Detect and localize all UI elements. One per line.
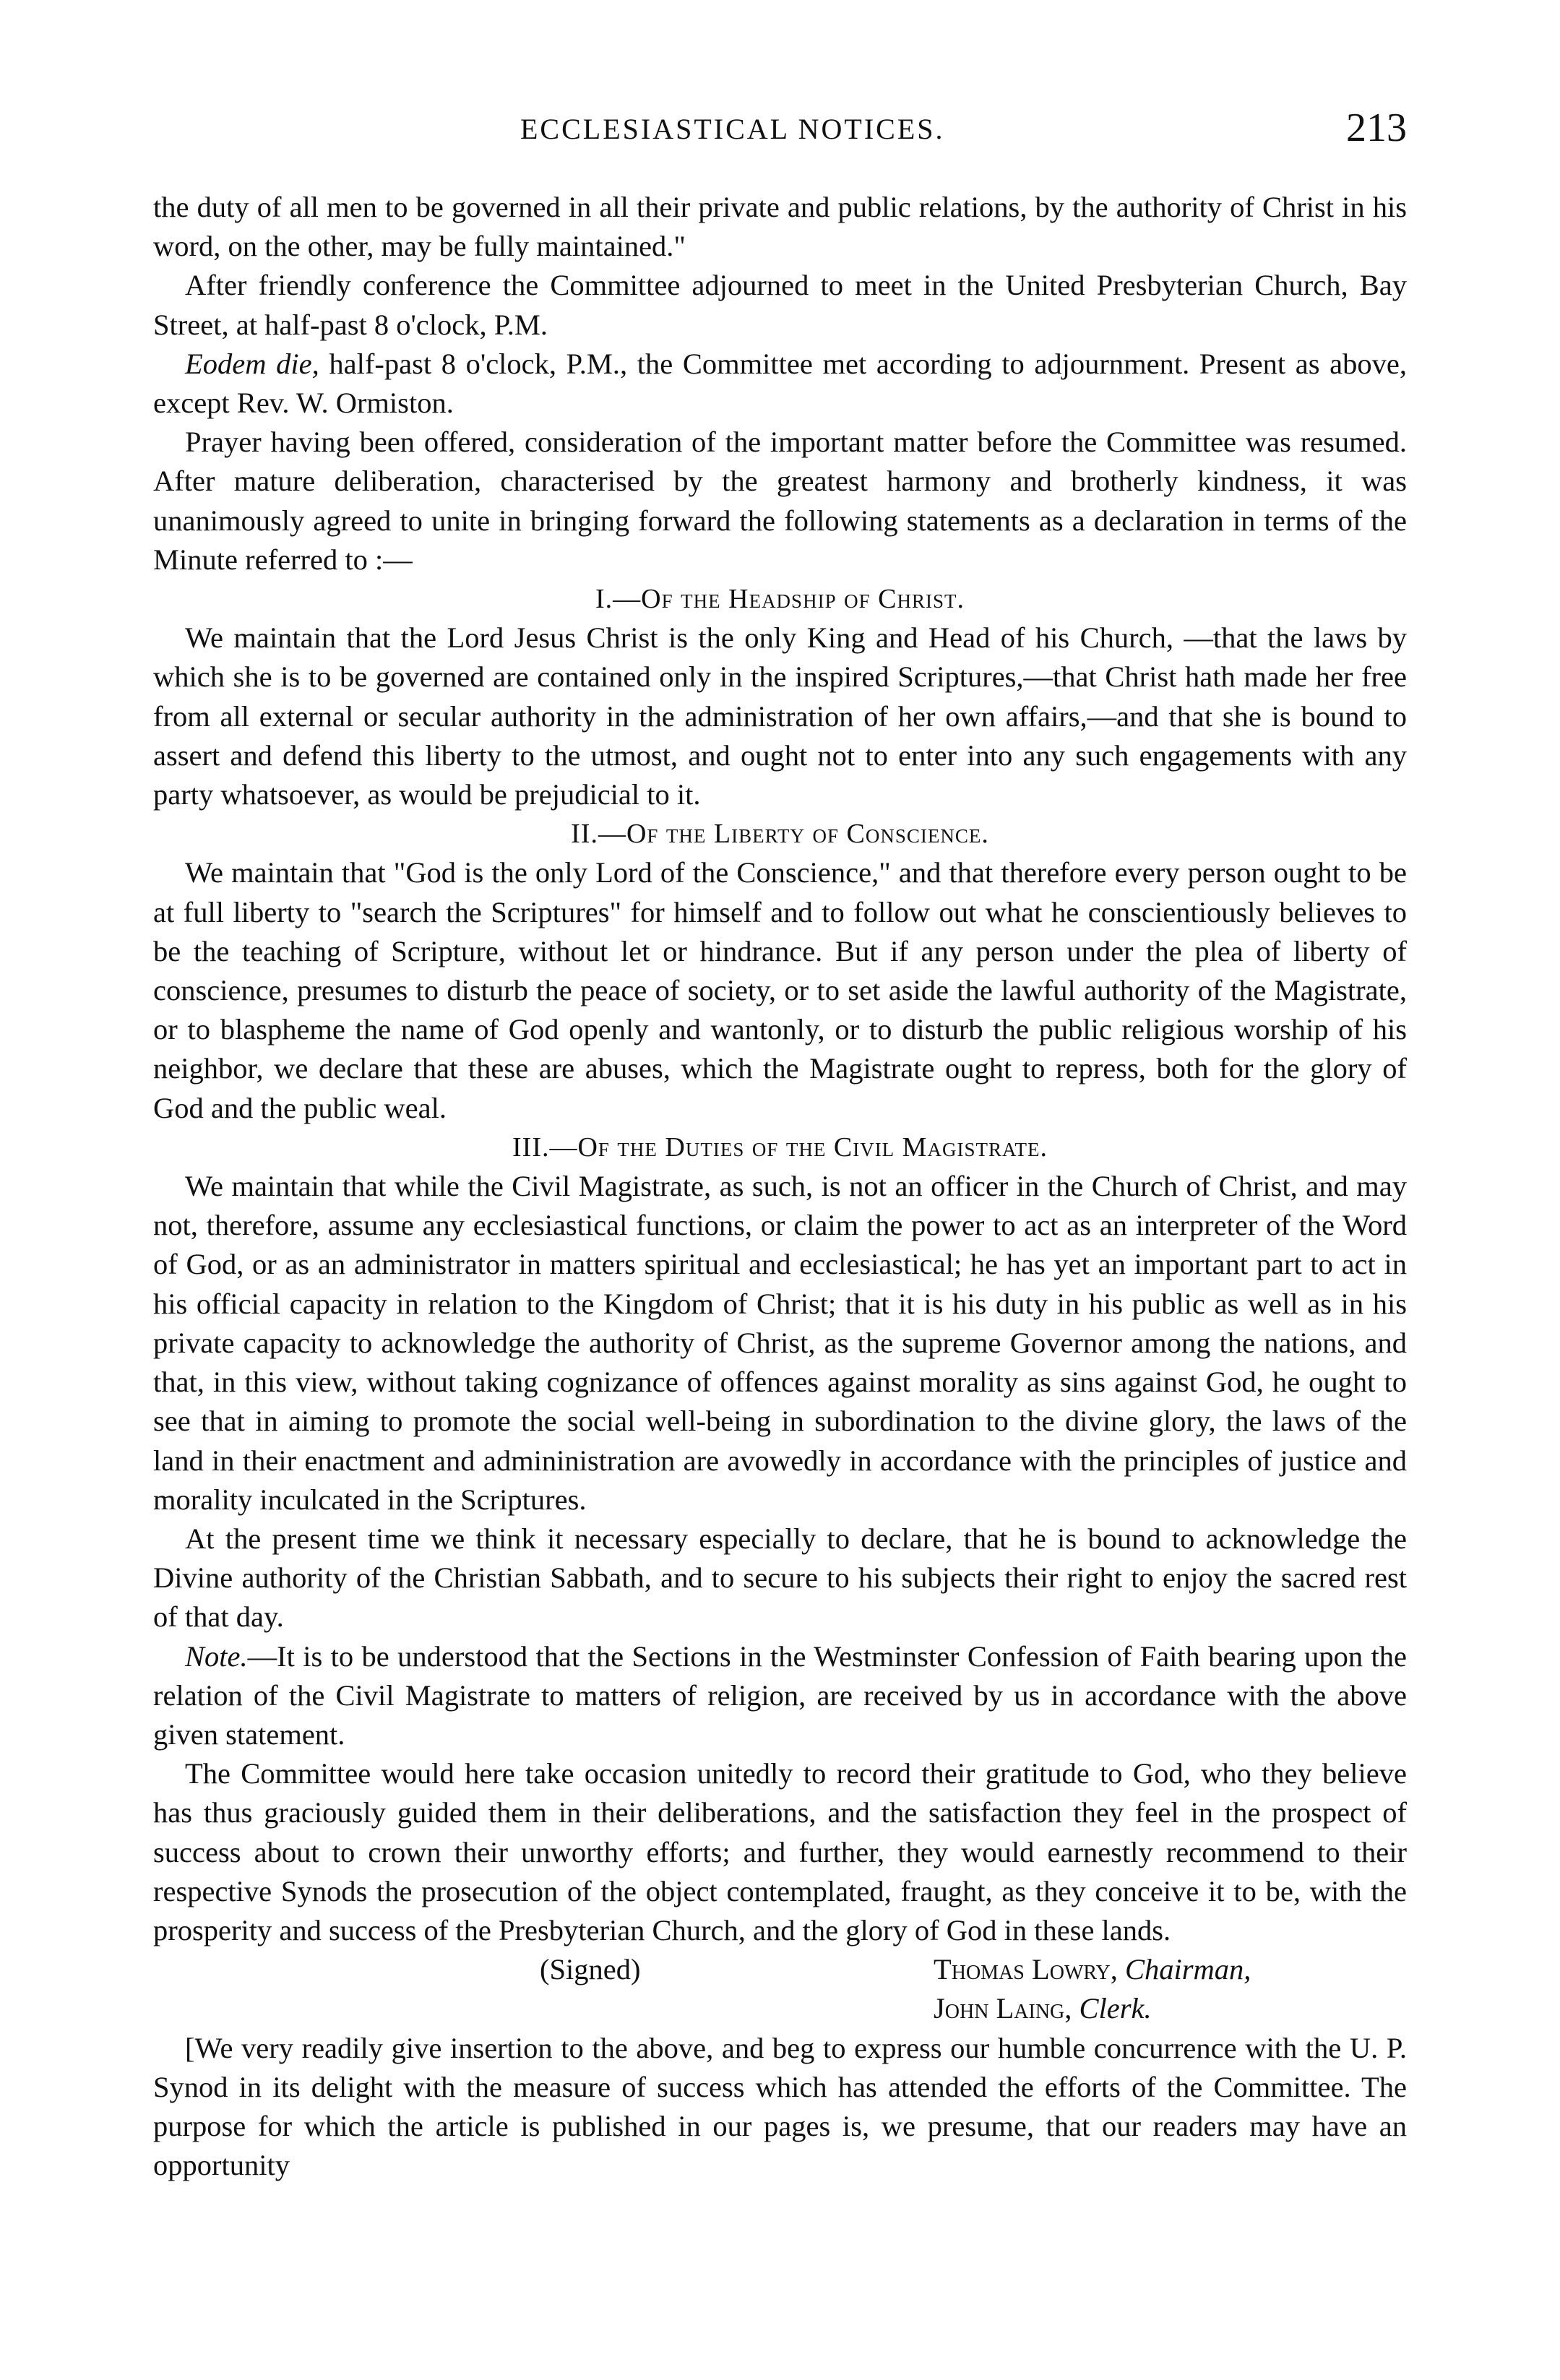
adjournment-paragraph: After friendly conference the Committee adjourned to meet in the United Presbyterian Church, Bay Street, at half-past 8 o'clock, P.M.: [153, 269, 1407, 341]
section-text-liberty: We maintain that "God is the only Lord of the Conscience," and that therefore every person ought to be at full liberty to "search the Scriptures" for himself and to follow out what he conscientiously believes to be the teaching of Scripture, without let or hindrance. But if any person under the plea of liberty of conscience, presumes to disturb the peace of society, or to set aside the lawful authority of the Magistrate, or to blaspheme the name of God openly and wantonly, or to disturb the public religious worship of his neighbor, we declare that these are abuses, which the Magistrate ought to repress, both for the glory of God and the public weal.: [153, 856, 1407, 1124]
sabbath-paragraph: At the present time we think it necessary especially to declare, that he is bound to acknowledge the Divine authority of the Christian Sabbath, and to secure to his subjects their right to enjoy the sacred rest of that day.: [153, 1522, 1407, 1634]
section-heading-headship: I.—Of the Headship of Christ.: [595, 584, 965, 615]
eodem-label: Eodem die,: [185, 347, 319, 380]
quote-continuation: the duty of all men to be governed in all their private and public relations, by the authority of Christ in his word, on the other, may be fully maintained.": [153, 191, 1407, 263]
eodem-paragraph: [153, 345, 1407, 423]
prayer-paragraph: Prayer having been offered, consideration of the important matter before the Committee was resumed. After mature deliberation, characterised by the greatest harmony and brotherly kindness, it was unanimously agreed to unite in bringing forward the following statements as a declaration in terms of the Minute referred to :—: [153, 426, 1407, 576]
section-text-magistrate: We maintain that while the Civil Magistrate, as such, is not an officer in the Church of Christ, and may not, therefore, assume any ecclesiastical functions, or claim the power to act as an interpreter of the Word of God, or as an administrator in matters spiritual and ecclesiastical; he has yet an important part to act in his official capacity in relation to the Kingdom of Christ; that it is his duty in his public as well as in his private capacity to acknowledge the authority of Christ, as the supreme Governor among the nations, and that, in this view, without taking cognizance of offences against morality as sins against God, he ought to see that in aiming to promote the social well-being in subordination to the divine glory, the laws of the land in their enactment and admininistration are avowedly in accordance with the principles of justice and morality inculcated in the Scriptures.: [153, 1170, 1407, 1516]
note-paragraph: [153, 1637, 1407, 1755]
page-number: 213: [1346, 105, 1407, 150]
signature-row-chairman: [153, 1950, 1407, 1989]
chairman-name: Thomas Lowry,: [934, 1953, 1118, 1986]
clerk-title: Clerk.: [1079, 1992, 1152, 2025]
signature-row-clerk: [153, 1989, 1407, 2028]
clerk-signature: [934, 1989, 1152, 2028]
gratitude-paragraph: The Committee would here take occasion unitedly to record their gratitude to God, who they believe has thus graciously guided them in their deliberations, and the satisfaction they feel in the prospect of success about to crown their unworthy efforts; and further, they would earnestly recommend to their respective Synods the prosecution of the object contemplated, fraught, as they conceive it to be, with the prosperity and success of the Presbyterian Church, and the glory of God in these lands.: [153, 1757, 1407, 1946]
eodem-text: half-past 8 o'clock, P.M., the Committee met according to adjournment. Present as above, except Rev. W. Ormiston.: [153, 347, 1407, 420]
section-heading-magistrate: III.—Of the Duties of the Civil Magistrate.: [512, 1131, 1048, 1163]
signed-label: (Signed): [540, 1953, 641, 1986]
clerk-name: John Laing,: [934, 1992, 1072, 2025]
note-label: Note.: [185, 1639, 248, 1673]
chairman-signature: [934, 1950, 1251, 1989]
chairman-title: Chairman,: [1124, 1953, 1251, 1986]
section-text-headship: We maintain that the Lord Jesus Christ is the only King and Head of his Church, —that the laws by which she is to be governed are contained only in the inspired Scriptures,—that Christ hath made her free from all external or secular authority in the administration of her own affairs,—and that she is bound to assert and defend this liberty to the utmost, and ought not to enter into any such engagements with any party whatsoever, as would be prejudicial to it.: [153, 621, 1407, 811]
editorial-note: [We very readily give insertion to the above, and beg to express our humble concurrence with the U. P. Synod in its delight with the measure of success which has attended the efforts of the Committee. The purpose for which the article is published in our pages is, we presume, that our readers may have an opportunity: [153, 2031, 1407, 2182]
note-text: —It is to be understood that the Sections in the Westminster Confession of Faith bearing upon the relation of the Civil Magistrate to matters of religion, are received by us in accordance with the above given statement.: [153, 1639, 1407, 1751]
running-title: ECCLESIASTICAL NOTICES.: [520, 113, 945, 145]
section-heading-liberty: II.—Of the Liberty of Conscience.: [571, 819, 989, 850]
running-head: [153, 105, 1407, 166]
article-body: [153, 188, 1407, 2185]
